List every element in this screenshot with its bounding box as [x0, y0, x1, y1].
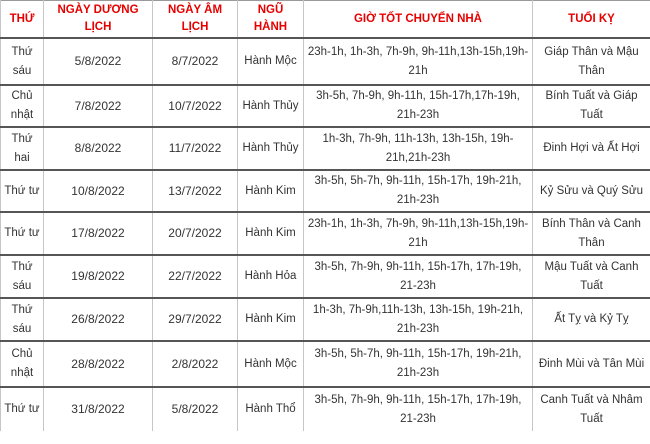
cell-gio: 3h-5h, 7h-9h, 9h-11h, 15h-17h, 17h-19h, 21-23h [304, 387, 533, 431]
header-row [1, 1, 650, 39]
cell-thu: Thứ sáu [1, 298, 44, 341]
header-weekday: THỨ [1, 1, 44, 39]
table-row [1, 85, 650, 127]
cell-thu: Thứ hai [1, 127, 44, 170]
cell-duong: 17/8/2022 [44, 212, 153, 255]
cell-hanh: Hành Thủy [238, 127, 304, 170]
cell-thu: Thứ sáu [1, 38, 44, 85]
cell-duong: 28/8/2022 [44, 341, 153, 387]
cell-am: 11/7/2022 [153, 127, 238, 170]
cell-thu: Thứ sáu [1, 255, 44, 298]
table-row [1, 255, 650, 298]
cell-am: 8/7/2022 [153, 38, 238, 85]
cell-tuoi: Canh Tuất và Nhâm Tuất [533, 387, 650, 431]
header-good-hours: GIỜ TỐT CHUYỂN NHÀ [304, 1, 533, 39]
cell-duong: 10/8/2022 [44, 170, 153, 212]
table-row [1, 387, 650, 431]
table-body [1, 38, 650, 431]
cell-am: 5/8/2022 [153, 387, 238, 431]
cell-gio: 3h-5h, 7h-9h, 9h-11h, 15h-17h,17h-19h, 21h-23h [304, 85, 533, 127]
cell-duong: 26/8/2022 [44, 298, 153, 341]
cell-am: 13/7/2022 [153, 170, 238, 212]
table-row [1, 127, 650, 170]
cell-tuoi: Bính Thân và Canh Thân [533, 212, 650, 255]
header-element: NGŨ HÀNH [238, 1, 304, 39]
cell-gio: 23h-1h, 1h-3h, 7h-9h, 9h-11h,13h-15h,19h-21h [304, 38, 533, 85]
cell-tuoi: Giáp Thân và Mậu Thân [533, 38, 650, 85]
table-row [1, 298, 650, 341]
cell-tuoi: Đinh Hợi và Ất Hợi [533, 127, 650, 170]
cell-duong: 8/8/2022 [44, 127, 153, 170]
cell-duong: 31/8/2022 [44, 387, 153, 431]
cell-tuoi: Kỷ Sửu và Quý Sửu [533, 170, 650, 212]
cell-am: 20/7/2022 [153, 212, 238, 255]
cell-am: 29/7/2022 [153, 298, 238, 341]
table-row [1, 38, 650, 85]
cell-hanh: Hành Kim [238, 170, 304, 212]
cell-thu: Thứ tư [1, 387, 44, 431]
cell-am: 10/7/2022 [153, 85, 238, 127]
cell-thu: Chủ nhật [1, 341, 44, 387]
cell-gio: 1h-3h, 7h-9h,11h-13h, 13h-15h, 19h-21h, 21h-23h [304, 298, 533, 341]
cell-gio: 3h-5h, 7h-9h, 9h-11h, 15h-17h, 17h-19h, 21-23h [304, 255, 533, 298]
header-avoid-ages: TUỔI KỴ [533, 1, 650, 39]
table-header [1, 1, 650, 39]
cell-hanh: Hành Kim [238, 212, 304, 255]
cell-hanh: Hành Mộc [238, 341, 304, 387]
cell-hanh: Hành Thủy [238, 85, 304, 127]
table-row [1, 212, 650, 255]
cell-thu: Thứ tư [1, 170, 44, 212]
cell-am: 2/8/2022 [153, 341, 238, 387]
cell-tuoi: Ất Tỵ và Kỷ Tỵ [533, 298, 650, 341]
cell-gio: 3h-5h, 5h-7h, 9h-11h, 15h-17h, 19h-21h, 21h-23h [304, 341, 533, 387]
cell-gio: 3h-5h, 5h-7h, 9h-11h, 15h-17h, 19h-21h, 21h-23h [304, 170, 533, 212]
header-solar-date: NGÀY DƯƠNG LỊCH [44, 1, 153, 39]
cell-tuoi: Mậu Tuất và Canh Tuất [533, 255, 650, 298]
cell-hanh: Hành Kim [238, 298, 304, 341]
cell-duong: 5/8/2022 [44, 38, 153, 85]
cell-tuoi: Đinh Mùi và Tân Mùi [533, 341, 650, 387]
table-row [1, 170, 650, 212]
table-row [1, 341, 650, 387]
header-lunar-date: NGÀY ÂM LỊCH [153, 1, 238, 39]
cell-duong: 19/8/2022 [44, 255, 153, 298]
cell-thu: Thứ tư [1, 212, 44, 255]
cell-duong: 7/8/2022 [44, 85, 153, 127]
cell-hanh: Hành Mộc [238, 38, 304, 85]
cell-am: 22/7/2022 [153, 255, 238, 298]
cell-thu: Chủ nhật [1, 85, 44, 127]
cell-gio: 23h-1h, 1h-3h, 7h-9h, 9h-11h,13h-15h,19h-21h [304, 212, 533, 255]
cell-hanh: Hành Hỏa [238, 255, 304, 298]
cell-gio: 1h-3h, 7h-9h, 11h-13h, 13h-15h, 19h-21h,21h-23h [304, 127, 533, 170]
cell-hanh: Hành Thổ [238, 387, 304, 431]
cell-tuoi: Bính Tuất và Giáp Tuất [533, 85, 650, 127]
